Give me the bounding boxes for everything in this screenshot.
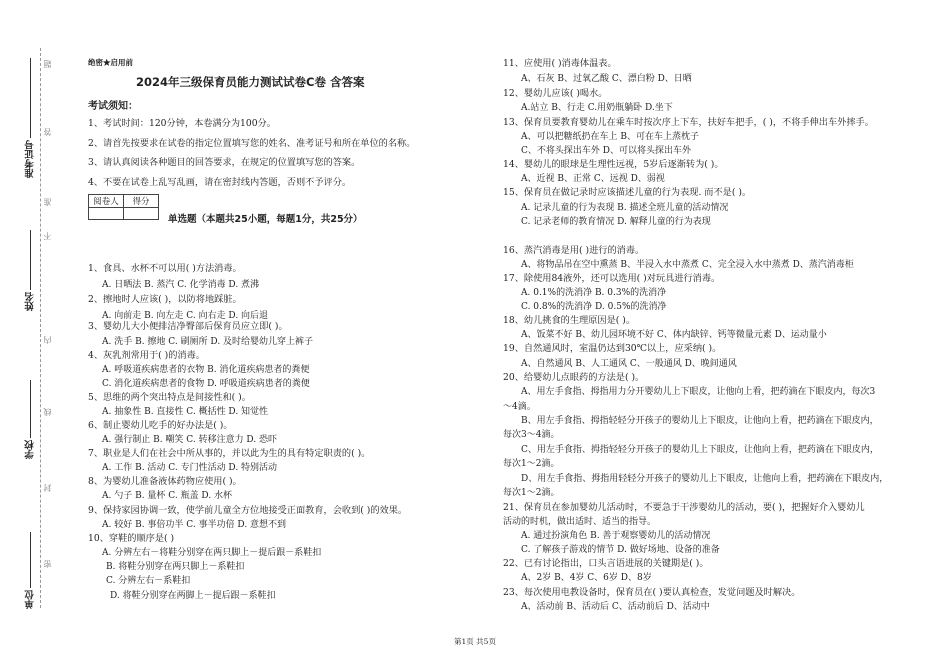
exam-id-underline xyxy=(30,58,32,138)
notice-heading: 考试须知： xyxy=(88,101,138,112)
question-7-options: A. 工作 B. 活动 C. 专门性活动 D. 特别活动 xyxy=(102,463,278,473)
question-20: 20、给婴幼儿点眼药的方法是( )。 xyxy=(503,372,645,383)
question-5: 5、思维的两个突出特点是间接性和( )。 xyxy=(88,392,251,403)
unit-underline xyxy=(30,532,32,588)
question-6-options: A. 强行制止 B. 嘲笑 C. 转移注意力 D. 恐吓 xyxy=(102,435,278,445)
question-22: 22、已有讨论指出，口头言语进展的关键期是( )。 xyxy=(503,558,709,569)
question-21: 21、保育员在参加婴幼儿活动时，不要急于干涉婴幼儿的活动，要( )，把握好介入婴幼儿 xyxy=(503,502,865,513)
notice-item: 4、不要在试卷上乱写乱画，请在密封线内答题，否则不予评分。 xyxy=(88,177,352,188)
question-12-options: A.站立 B、行走 C.用奶瓶躺卧 D.坐下 xyxy=(521,103,673,113)
question-19: 19、自然通风时，室温仍达到30℃以上，应采纳( )。 xyxy=(503,343,722,354)
question-17-options: A. 0.1%的洗消净 B. 0.3%的洗消净 xyxy=(521,288,667,298)
seal-word: 内 xyxy=(43,336,52,344)
question-4-options: A. 呼吸道疾病患者的衣物 B. 消化道疾病患者的粪便 xyxy=(102,365,310,375)
question-8-options: A. 勺子 B. 量杯 C. 瓶盖 D. 水杯 xyxy=(102,491,233,501)
question-21-options: A. 通过扮演角色 B. 善于观察婴幼儿的活动情况 xyxy=(521,531,711,541)
secret-label: 绝密★启用前 xyxy=(88,58,133,67)
page-title: 2024年三级保育员能力测试试卷C卷 含答案 xyxy=(136,75,365,89)
name-underline xyxy=(30,230,32,290)
reviewer-blank[interactable] xyxy=(89,208,124,220)
question-13: 13、保育员要教育婴幼儿在乘车时按次序上下车，扶好车把手，( )，不将手伸出车外摔手。 xyxy=(503,117,874,128)
question-7: 7、职业是人们在社会中所从事的，并以此为生的具有特定职责的( )。 xyxy=(88,448,371,459)
question-10-option-c: C. 分辨左右－系鞋扣 xyxy=(106,576,191,586)
question-5-options: A. 抽象性 B. 直接性 C. 概括性 D. 知觉性 xyxy=(102,407,269,417)
question-13-options: A、可以把糖纸扔在车上 B、可在车上蒸枕子 xyxy=(521,132,699,142)
question-23: 23、每次使用电教设备时，保育员在( )要认真检查，发觉问题及时解决。 xyxy=(503,587,801,598)
notice-item: 3、请认真阅读各种题目的回答要求，在规定的位置填写您的答案。 xyxy=(88,157,361,168)
question-22-options: A、2岁 B、4岁 C、6岁 D、8岁 xyxy=(521,573,652,583)
question-13-options: C、不将头探出车外 D、可以将头探出车外 xyxy=(521,146,691,156)
question-17-options: C. 0.8%的洗消净 D. 0.5%的洗消净 xyxy=(521,302,667,312)
question-16-options: A、将物品吊在空中熏蒸 B、半浸入水中蒸煮 C、完全浸入水中蒸煮 D、蒸汽消毒柜 xyxy=(521,260,854,270)
seal-word: 题 xyxy=(43,60,52,68)
question-11-options: A、石灰 B、过氧乙酸 C、漂白粉 D、日晒 xyxy=(521,74,692,84)
question-4: 4、灰乳剂常用于( )的消毒。 xyxy=(88,350,205,361)
question-9-options: A. 较好 B. 事倍功半 C. 事半功倍 D. 意想不到 xyxy=(102,520,287,530)
seal-word: 密 xyxy=(43,560,52,568)
binding-label-unit: 单位 xyxy=(25,590,36,609)
question-12: 12、婴幼儿应该( )喝水。 xyxy=(503,88,608,99)
seal-word: 准 xyxy=(43,198,52,206)
question-15: 15、保育员在做记录时应该描述儿童的行为表现. 而不是( )。 xyxy=(503,187,752,198)
notice-item: 1、考试时间：120分钟，本卷满分为100分。 xyxy=(88,118,276,129)
question-10-option-b: B. 将鞋分别穿在两只脚上－系鞋扣 xyxy=(106,562,245,572)
seal-word: 不 xyxy=(43,232,52,240)
question-3: 3、婴幼儿大小便排洁净臀部后保育员应立即( )。 xyxy=(88,321,288,332)
question-20-option-a-cont: ～4滴。 xyxy=(503,402,536,412)
score-box xyxy=(88,194,159,220)
question-20-option-b-cont: 每次3～4滴。 xyxy=(503,430,560,440)
seal-word: 线 xyxy=(43,408,52,416)
question-2-options: A. 向前走 B. 向左走 C. 向右走 D. 向后退 xyxy=(102,311,269,321)
score-cell: 得分 xyxy=(124,195,159,208)
question-19-options: A、自然通风 B、人工通风 C、一般通风 D、晚间通风 xyxy=(521,359,737,369)
question-15-options: A. 记录儿童的行为表现 B. 描述全班儿童的活动情况 xyxy=(521,203,729,213)
question-4-options: C. 消化道疾病患者的食物 D. 呼吸道疾病患者的粪便 xyxy=(102,379,310,389)
question-23-options: A、活动前 B、活动后 C、活动前后 D、活动中 xyxy=(521,602,710,612)
question-11: 11、应使用( )消毒体温表。 xyxy=(503,58,617,69)
seal-word: 答 xyxy=(43,128,52,136)
question-3-options: A. 洗手 B. 擦地 C. 刷厕所 D. 及时给婴幼儿穿上裤子 xyxy=(102,337,314,347)
question-20-option-a: A、用左手食指、拇指用力分开婴幼儿上下眼皮，让他向上看，把药滴在下眼皮内，每次3 xyxy=(521,387,876,397)
seal-word: 封 xyxy=(43,484,52,492)
question-15-options: C. 记录老师的教育情况 D. 解释儿童的行为表现 xyxy=(521,217,711,227)
question-20-option-d-cont: 每次1～2滴。 xyxy=(503,488,560,498)
question-1: 1、食具、水杯不可以用( )方法消毒。 xyxy=(88,263,242,274)
question-8: 8、为婴幼儿准备液体药物应使用( )。 xyxy=(88,476,242,487)
question-20-option-c: C、用左手食指、拇指轻轻分开孩子的婴幼儿上下眼皮，让他向上看，把药滴在下眼皮内， xyxy=(521,445,879,455)
question-16: 16、蒸汽消毒是用( )进行的消毒。 xyxy=(503,245,645,256)
page-number: 第1页 共5页 xyxy=(454,637,496,646)
question-10-option-a: A. 分辨左右－将鞋分别穿在两只脚上－提后跟－系鞋扣 xyxy=(102,548,322,558)
question-10-option-d: D. 将鞋分别穿在两脚上－提后跟－系鞋扣 xyxy=(110,591,276,601)
school-underline xyxy=(30,380,32,438)
question-14: 14、婴幼儿的眼球是生理性远视，5岁后逐渐转为( )。 xyxy=(503,159,724,170)
binding-label-exam-id: 准考证号 xyxy=(25,140,36,178)
question-6: 6、制止婴幼儿吃手的好办法是( )。 xyxy=(88,420,233,431)
question-20-option-c-cont: 每次1～2滴。 xyxy=(503,459,560,469)
question-20-option-d: D、用左手食指、拇指用轻轻分开孩子的婴幼儿上下眼皮，让他向上看，把药滴在下眼皮内， xyxy=(521,474,889,484)
question-17: 17、除使用84液外，还可以选用( )对玩具进行消毒。 xyxy=(503,273,721,284)
notice-item: 2、请首先按要求在试卷的指定位置填写您的姓名、准考证号和所在单位的名称。 xyxy=(88,138,416,149)
reviewer-cell: 阅卷人 xyxy=(89,195,124,208)
score-blank[interactable] xyxy=(124,208,159,220)
question-21-cont: 活动的时机，做出适时、适当的指导。 xyxy=(503,517,657,527)
section-title: 单选题（本题共25小题，每题1分，共25分） xyxy=(168,214,363,225)
question-9: 9、保持家园协调一致，使学前儿童全方位地接受正面教育，会收到( )的效果。 xyxy=(88,505,408,516)
question-2: 2、擦地时人应该( )，以防将地踩脏。 xyxy=(88,294,242,305)
question-20-option-b: B、用左手食指、拇指轻轻分开孩子的婴幼儿上下眼皮，让他向上看，把药滴在下眼皮内， xyxy=(521,416,879,426)
question-14-options: A、近视 B、正常 C、远视 D、弱视 xyxy=(521,174,665,184)
question-1-options: A. 日晒法 B. 蒸汽 C. 化学消毒 D. 煮沸 xyxy=(102,280,260,290)
question-18: 18、幼儿挑食的生理原因是( )。 xyxy=(503,315,636,326)
question-21-options: C. 了解孩子游戏的情节 D. 做好场地、设备的准备 xyxy=(521,545,720,555)
binding-label-school: 学校 xyxy=(25,440,36,459)
binding-label-name: 姓名 xyxy=(25,292,36,311)
question-18-options: A、饭菜不好 B、幼儿园环境不好 C、体内缺锌、钙等微量元素 D、运动量小 xyxy=(521,330,827,340)
question-10: 10、穿鞋的顺序是( ) xyxy=(88,533,175,544)
